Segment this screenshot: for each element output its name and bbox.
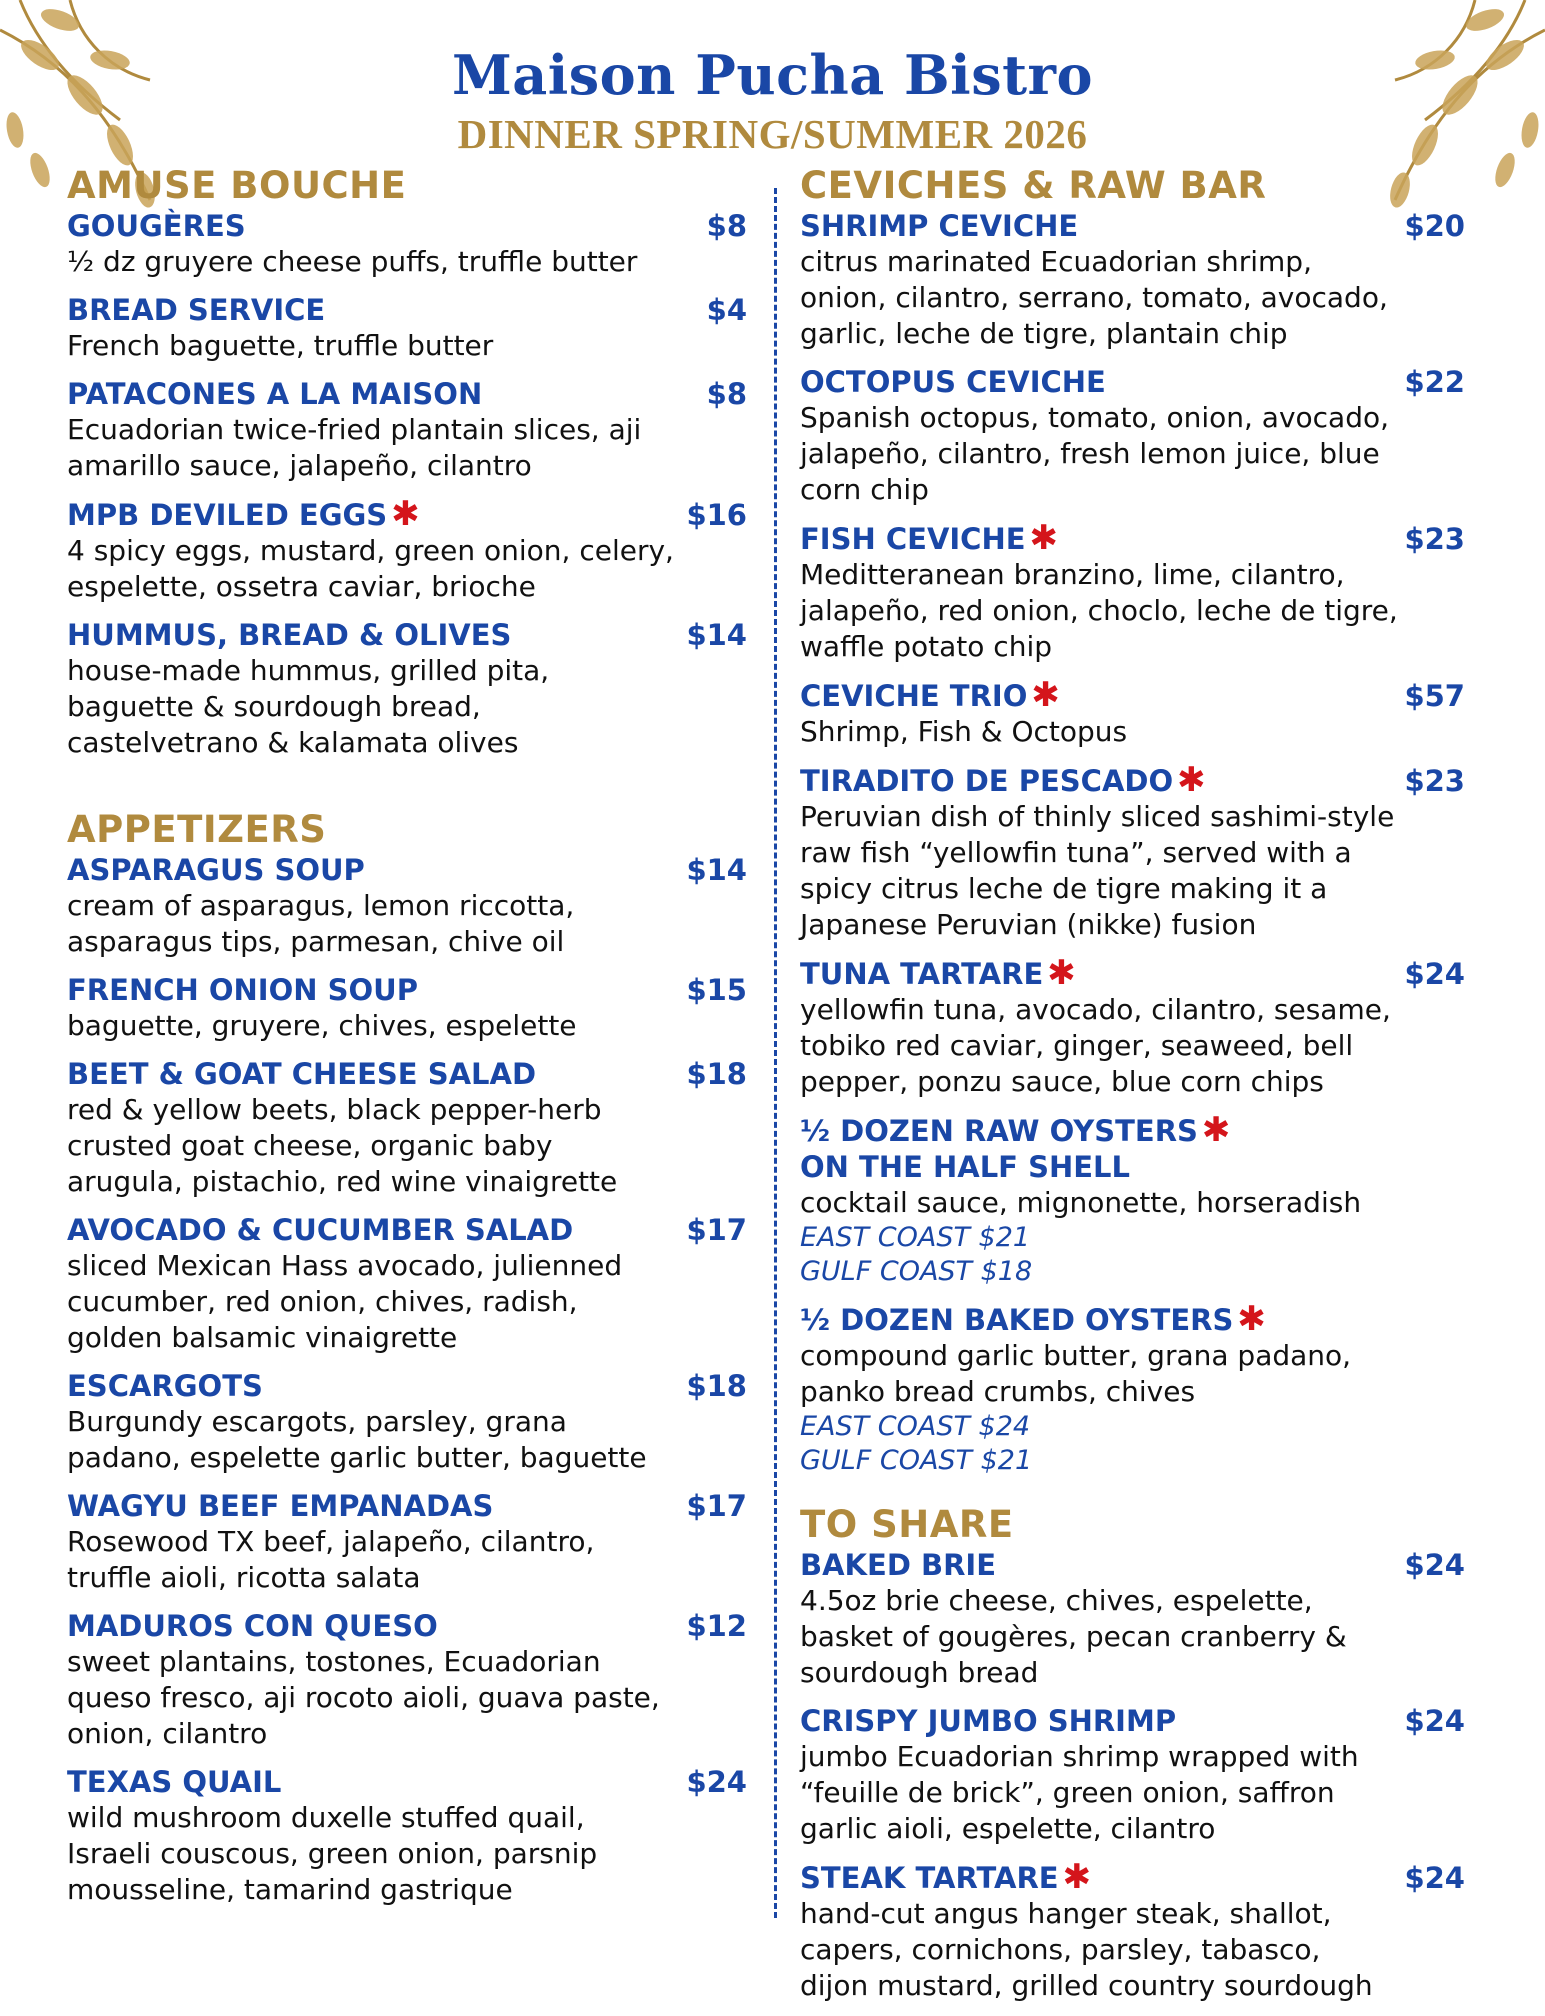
- item-price: $23: [1404, 522, 1465, 556]
- menu-item: [800, 1301, 1465, 1478]
- spicy-star-icon: ✱: [391, 494, 420, 534]
- menu-item: [800, 1547, 1465, 1691]
- item-price: $8: [706, 377, 747, 411]
- item-price: $17: [686, 1489, 747, 1523]
- menu-item: [67, 1488, 747, 1596]
- item-name: SHRIMP CEVICHE: [800, 209, 1079, 243]
- item-description: citrus marinated Ecuadorian shrimp, onion, cilantro, serrano, tomato, avocado, garlic, leche de tigre, plantain chip: [800, 245, 1388, 350]
- item-name: MPB DEVILED EGGS ✱: [67, 494, 420, 534]
- item-name: HUMMUS, BREAD & OLIVES: [67, 618, 512, 652]
- item-name: ½ DOZEN RAW OYSTERS ✱: [800, 1110, 1231, 1150]
- item-description: Spanish octopus, tomato, onion, avocado, jalapeño, cilantro, fresh lemon juice, blue corn chip: [800, 401, 1390, 506]
- menu-item: [800, 364, 1465, 508]
- section-title: APPETIZERS: [67, 808, 327, 851]
- item-name: WAGYU BEEF EMPANADAS: [67, 1489, 494, 1523]
- item-description: 4.5oz brie cheese, chives, espelette, basket of gougères, pecan cranberry & sourdough bread: [800, 1584, 1347, 1689]
- item-name: TUNA TARTARE ✱: [800, 953, 1076, 993]
- item-price: $4: [706, 293, 747, 327]
- item-name: ASPARAGUS SOUP: [67, 853, 365, 887]
- item-price: $24: [1404, 957, 1465, 991]
- menu-item: [800, 762, 1465, 943]
- item-name: CRISPY JUMBO SHRIMP: [800, 1704, 1177, 1738]
- item-price: $14: [686, 618, 747, 652]
- spicy-star-icon: ✱: [1047, 953, 1076, 993]
- item-name: BAKED BRIE: [800, 1548, 997, 1582]
- item-name: ESCARGOTS: [67, 1369, 263, 1403]
- item-description: baguette, gruyere, chives, espelette: [67, 1009, 577, 1042]
- item-name: STEAK TARTARE ✱: [800, 1857, 1092, 1897]
- item-description: 4 spicy eggs, mustard, green onion, celery, espelette, ossetra caviar, brioche: [67, 534, 674, 603]
- item-description: compound garlic butter, grana padano, panko bread crumbs, chives: [800, 1339, 1352, 1408]
- column-divider: [774, 188, 777, 1918]
- item-price: $24: [1404, 1704, 1465, 1738]
- item-name: TIRADITO DE PESCADO ✱: [800, 760, 1206, 800]
- item-name: BEET & GOAT CHEESE SALAD: [67, 1057, 537, 1091]
- appetizers-list: [67, 852, 747, 1908]
- menu-item: [800, 520, 1465, 665]
- menu-item: [67, 292, 747, 364]
- menu-subtitle: DINNER SPRING/SUMMER 2026: [457, 111, 1088, 157]
- item-variant: EAST COAST $24: [800, 1411, 1031, 1442]
- menu-item: [67, 376, 747, 484]
- menu-item: [67, 852, 747, 960]
- item-name: OCTOPUS CEVICHE: [800, 365, 1106, 399]
- section-title: CEVICHES & RAW BAR: [800, 164, 1267, 207]
- item-description: red & yellow beets, black pepper-herb crusted goat cheese, organic baby arugula, pistachio, red wine vinaigrette: [67, 1093, 618, 1198]
- item-name: FISH CEVICHE ✱: [800, 518, 1059, 558]
- item-name: MADUROS CON QUESO: [67, 1609, 438, 1643]
- ceviches-list: [800, 208, 1465, 1100]
- item-description: ½ dz gruyere cheese puffs, truffle butter: [67, 245, 638, 278]
- item-name: PATACONES A LA MAISON: [67, 377, 483, 411]
- item-variant: GULF COAST $18: [800, 1256, 1033, 1287]
- item-name: FRENCH ONION SOUP: [67, 973, 418, 1007]
- left-column: [67, 165, 747, 1920]
- menu-item: [67, 1368, 747, 1476]
- item-variant: EAST COAST $21: [800, 1222, 1031, 1253]
- item-price: $8: [706, 209, 747, 243]
- item-price: $17: [686, 1213, 747, 1247]
- menu-item: [800, 955, 1465, 1100]
- item-description: wild mushroom duxelle stuffed quail, Israeli couscous, green onion, parsnip mousseline, tamarind gastrique: [67, 1801, 598, 1906]
- menu-item: [67, 617, 747, 761]
- spicy-star-icon: ✱: [1177, 760, 1206, 800]
- item-description: Peruvian dish of thinly sliced sashimi-style raw fish “yellowfin tuna”, served with a spicy citrus leche de tigre making it a Japanese Peruvian (nikke) fusion: [800, 800, 1395, 941]
- menu-item: [800, 1703, 1465, 1847]
- spicy-star-icon: ✱: [1031, 675, 1060, 715]
- item-name: BREAD SERVICE: [67, 293, 326, 327]
- item-description: house-made hummus, grilled pita, baguette & sourdough bread, castelvetrano & kalamata olives: [67, 654, 550, 759]
- item-description: jumbo Ecuadorian shrimp wrapped with “feuille de brick”, green onion, saffron garlic aioli, espelette, cilantro: [800, 1740, 1359, 1845]
- menu-item: [800, 1112, 1465, 1289]
- item-name: TEXAS QUAIL: [67, 1765, 282, 1799]
- menu-item: [67, 1212, 747, 1356]
- item-price: $15: [686, 973, 747, 1007]
- item-price: $23: [1404, 764, 1465, 798]
- item-price: $20: [1404, 209, 1465, 243]
- item-description: French baguette, truffle butter: [67, 329, 494, 362]
- item-name: AVOCADO & CUCUMBER SALAD: [67, 1213, 574, 1247]
- item-description: cocktail sauce, mignonette, horseradish: [800, 1186, 1362, 1219]
- item-description: sweet plantains, tostones, Ecuadorian queso fresco, aji rocoto aioli, guava paste, onion, cilantro: [67, 1645, 660, 1750]
- item-description: hand-cut angus hanger steak, shallot, capers, cornichons, parsley, tabasco, dijon mustard, grilled country sourdough: [800, 1897, 1373, 2002]
- item-price: $18: [686, 1057, 747, 1091]
- menu-item: [67, 496, 747, 605]
- item-description: sliced Mexican Hass avocado, julienned cucumber, red onion, chives, radish, golden balsamic vinaigrette: [67, 1249, 623, 1354]
- item-description: yellowfin tuna, avocado, cilantro, sesame, tobiko red caviar, ginger, seaweed, bell pepper, ponzu sauce, blue corn chips: [800, 993, 1391, 1098]
- spicy-star-icon: ✱: [1062, 1857, 1092, 1897]
- item-name: CEVICHE TRIO ✱: [800, 675, 1060, 715]
- item-price: $16: [686, 498, 747, 532]
- item-description: Meditteranean branzino, lime, cilantro, jalapeño, red onion, choclo, leche de tigre, waffle potato chip: [800, 558, 1398, 663]
- right-column: [800, 165, 1465, 2016]
- menu-item: [800, 208, 1465, 352]
- item-price: $24: [1404, 1548, 1465, 1582]
- menu-item: [67, 1056, 747, 1200]
- menu-header: [0, 40, 1545, 158]
- menu-item: [67, 1764, 747, 1908]
- item-description: Ecuadorian twice-fried plantain slices, aji amarillo sauce, jalapeño, cilantro: [67, 413, 642, 482]
- menu-item: [800, 677, 1465, 750]
- item-name: ½ DOZEN BAKED OYSTERS ✱: [800, 1299, 1266, 1339]
- item-name: GOUGÈRES: [67, 209, 246, 243]
- section-title: TO SHARE: [800, 1503, 1014, 1546]
- item-description: Burgundy escargots, parsley, grana padano, espelette garlic butter, baguette: [67, 1405, 647, 1474]
- item-price: $14: [686, 853, 747, 887]
- item-price: $24: [686, 1765, 747, 1799]
- item-price: $18: [686, 1369, 747, 1403]
- restaurant-title: Maison Pucha Bistro: [451, 43, 1094, 107]
- item-price: $24: [1404, 1861, 1465, 1895]
- to-share-list: [800, 1547, 1465, 2004]
- item-price: $22: [1404, 365, 1465, 399]
- item-description: Shrimp, Fish & Octopus: [800, 715, 1128, 748]
- item-name: ON THE HALF SHELL: [800, 1150, 1131, 1184]
- menu-item: [67, 972, 747, 1044]
- menu-item: [67, 1608, 747, 1752]
- spicy-star-icon: ✱: [1237, 1299, 1266, 1339]
- menu-item: [800, 1859, 1465, 2004]
- item-description: Rosewood TX beef, jalapeño, cilantro, truffle aioli, ricotta salata: [67, 1525, 595, 1594]
- item-variant: GULF COAST $21: [800, 1445, 1033, 1476]
- item-price: $12: [686, 1609, 747, 1643]
- spicy-star-icon: ✱: [1029, 518, 1059, 558]
- section-title: AMUSE BOUCHE: [67, 164, 407, 207]
- item-description: cream of asparagus, lemon riccotta, asparagus tips, parmesan, chive oil: [67, 889, 575, 958]
- spicy-star-icon: ✱: [1201, 1110, 1231, 1150]
- amuse-bouche-list: [67, 208, 747, 761]
- menu-item: [67, 208, 747, 280]
- item-price: $57: [1404, 679, 1465, 713]
